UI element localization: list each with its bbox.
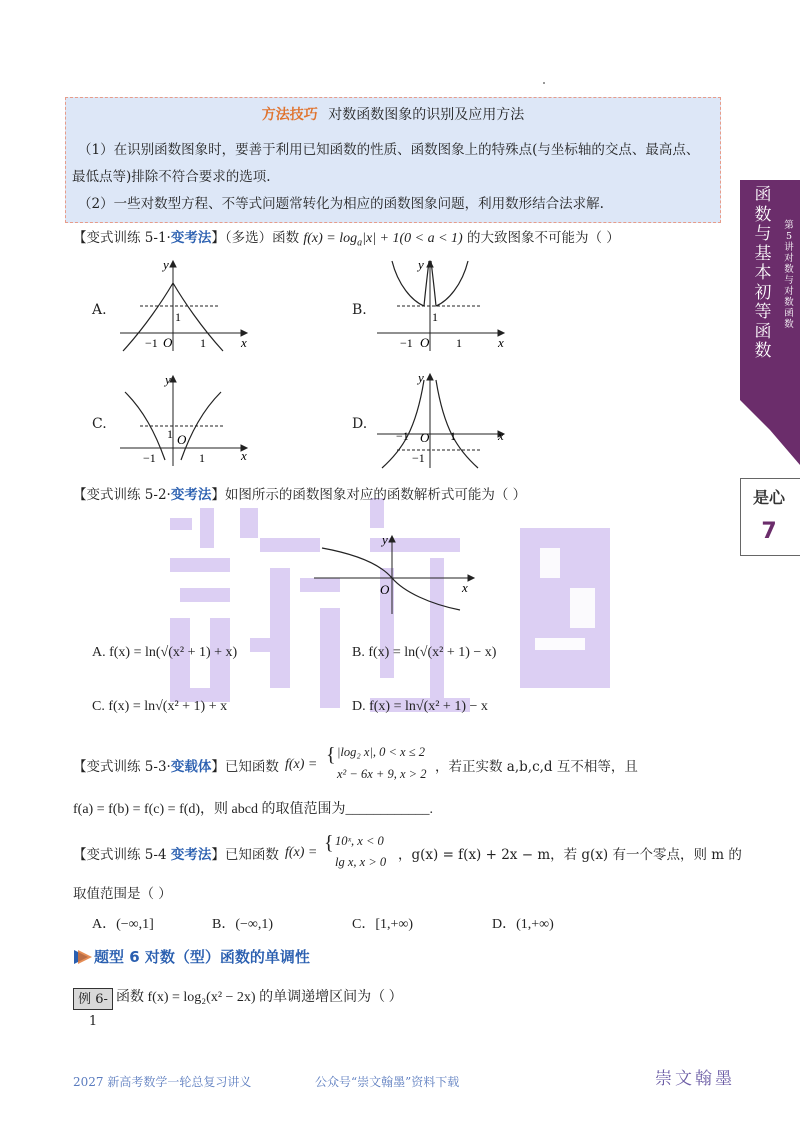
yd-label: y — [418, 370, 424, 385]
b-one-y: 1 — [432, 310, 438, 324]
method-tips-box — [65, 97, 721, 223]
ya-label: y — [163, 257, 169, 272]
q3-suffix: 】已知函数 — [211, 759, 279, 775]
example-label: 例 6-1 — [73, 988, 113, 1010]
q4-prefix: 【变式训练 5-4 — [73, 847, 171, 863]
b-one-x: 1 — [456, 336, 462, 350]
q2-x-label: x — [462, 580, 468, 595]
q2-suffix: 】如图所示的函数图象对应的函数解析式可能为（ ） — [211, 487, 527, 503]
question-5-1-stem — [73, 228, 620, 254]
xc-label: x — [241, 448, 247, 463]
q3-case1: |log₂ x|, 0 < x ≤ 2 — [337, 745, 425, 759]
example-text: 函数 f(x) = log₂(x² − 2x) 的单调递增区间为（ ） — [116, 990, 403, 1005]
q2-prefix: 【变式训练 5-2· — [73, 487, 171, 503]
yb-label: y — [418, 257, 424, 272]
a-negone: −1 — [145, 336, 158, 350]
q2-tag: 变考法 — [170, 487, 212, 503]
footer-logo: 崇文翰墨 — [655, 1069, 735, 1089]
graph-q2 — [310, 532, 480, 617]
q4-option-b[interactable]: B．(−∞,1) — [212, 917, 274, 932]
b-negone: −1 — [400, 336, 413, 350]
d-negone-x: −1 — [396, 429, 409, 443]
q2-option-a[interactable]: A. f(x) = ln(√(x² + 1) + x) — [92, 645, 238, 660]
c-negone: −1 — [143, 451, 156, 465]
q4-fx: f(x) = — [285, 845, 318, 860]
ob-label: O — [420, 335, 430, 350]
d-one-x: 1 — [450, 429, 456, 443]
q4-tag: 变考法 — [170, 847, 212, 863]
d-negone-y: −1 — [412, 451, 425, 465]
graph-c — [115, 370, 255, 470]
q1-prefix: 【变式训练 5-1· — [73, 230, 171, 246]
oc-label: O — [177, 432, 187, 447]
question-5-4-stem — [73, 845, 279, 865]
q2-option-c[interactable]: C. f(x) = ln√(x² + 1) + x — [92, 699, 228, 714]
q1-option-b[interactable]: B. — [352, 302, 367, 318]
section-arrow-icon — [74, 950, 92, 964]
xd-label: x — [498, 428, 504, 443]
method-para-1b: 最低点等)排除不符合要求的选项. — [72, 169, 271, 185]
q1-option-d[interactable]: D. — [352, 416, 368, 432]
method-para-1a: （1）在识别函数图象时，要善于利用已知函数的性质、函数图象上的特殊点(与坐标轴的交点、最高点、 — [78, 142, 700, 158]
q1-formula: f(x) = log — [303, 231, 358, 246]
q2-y-label: y — [382, 532, 388, 547]
q2-o-label: O — [380, 582, 390, 597]
q4-option-d[interactable]: D．(1,+∞) — [492, 917, 554, 932]
q1-option-c[interactable]: C. — [92, 416, 107, 432]
section-title: 题型 6 对数（型）函数的单调性 — [94, 948, 310, 966]
q3-prefix: 【变式训练 5-3· — [73, 759, 171, 775]
a-one-y: 1 — [175, 310, 181, 324]
q3-tag: 变载体 — [170, 759, 212, 775]
q1-option-a[interactable]: A. — [92, 302, 107, 318]
q3-line2: f(a) = f(b) = f(c) = f(d)，则 abcd 的取值范围为____________. — [73, 802, 433, 817]
footer-center: 公众号“崇文翰墨”资料下载 — [315, 1075, 460, 1089]
page-number: 7 — [761, 519, 777, 544]
q3-case2: x² − 6x + 9, x > 2 — [337, 767, 427, 781]
xb-label: x — [498, 335, 504, 350]
q4-option-a[interactable]: A．(−∞,1] — [92, 917, 154, 932]
graph-b — [372, 255, 512, 355]
xa-label: x — [241, 335, 247, 350]
method-title-text: 对数函数图象的识别及应用方法 — [328, 107, 525, 123]
q3-brace: { — [326, 744, 336, 766]
method-title — [66, 104, 720, 124]
q4-option-c[interactable]: C．[1,+∞) — [352, 917, 414, 932]
q2-option-d[interactable]: D. f(x) = ln√(x² + 1) − x — [352, 699, 488, 714]
question-5-2-stem — [73, 485, 526, 505]
graph-a — [115, 255, 255, 355]
q1-tag: 变考法 — [170, 230, 212, 246]
page-number-box — [740, 478, 800, 556]
q4-case2: lg x, x > 0 — [335, 855, 387, 869]
q4-line2: 取值范围是（ ） — [73, 886, 172, 902]
question-5-3-stem — [73, 757, 279, 777]
chapter-title: 函数与基本初等函数 — [754, 185, 772, 361]
c-one-y: 1 — [167, 427, 173, 441]
a-one-x: 1 — [200, 336, 206, 350]
q4-suffix: 】已知函数 — [211, 847, 279, 863]
q1-tail: 的大致图象不可能为（ ） — [467, 230, 620, 246]
oa-label: O — [163, 335, 173, 350]
graph-d — [372, 370, 512, 470]
method-tag: 方法技巧 — [261, 107, 318, 123]
method-para-2: （2）一些对数型方程、不等式问题常转化为相应的函数图象问题，利用数形结合法求解. — [78, 196, 604, 212]
q1-suffix: 】（多选）函数 — [211, 230, 300, 246]
page-icon: 是心 — [752, 488, 785, 507]
q2-option-b[interactable]: B. f(x) = ln(√(x² + 1) − x) — [352, 645, 497, 660]
q4-brace: { — [324, 832, 334, 854]
q3-fx: f(x) = — [285, 757, 318, 772]
c-one-x: 1 — [199, 451, 205, 465]
chapter-side-tab — [740, 180, 800, 465]
q4-case1: 10ˣ, x < 0 — [335, 834, 384, 848]
q4-tail: ，g(x) = f(x) + 2x − m，若 g(x) 有一个零点，则 m 的 — [398, 847, 742, 863]
od-label: O — [420, 430, 430, 445]
lesson-subtitle: 第5讲 对数与对数函数 — [784, 220, 794, 330]
q1-formula-rest: |x| + 1(0 < a < 1) — [362, 231, 463, 246]
yc-label: y — [165, 372, 171, 387]
top-dot — [543, 82, 545, 84]
q3-tail: ，若正实数 a,b,c,d 互不相等，且 — [435, 759, 638, 775]
footer-left: 2027 新高考数学一轮总复习讲义 — [73, 1075, 252, 1089]
q1-formula-sub: a — [357, 237, 363, 249]
